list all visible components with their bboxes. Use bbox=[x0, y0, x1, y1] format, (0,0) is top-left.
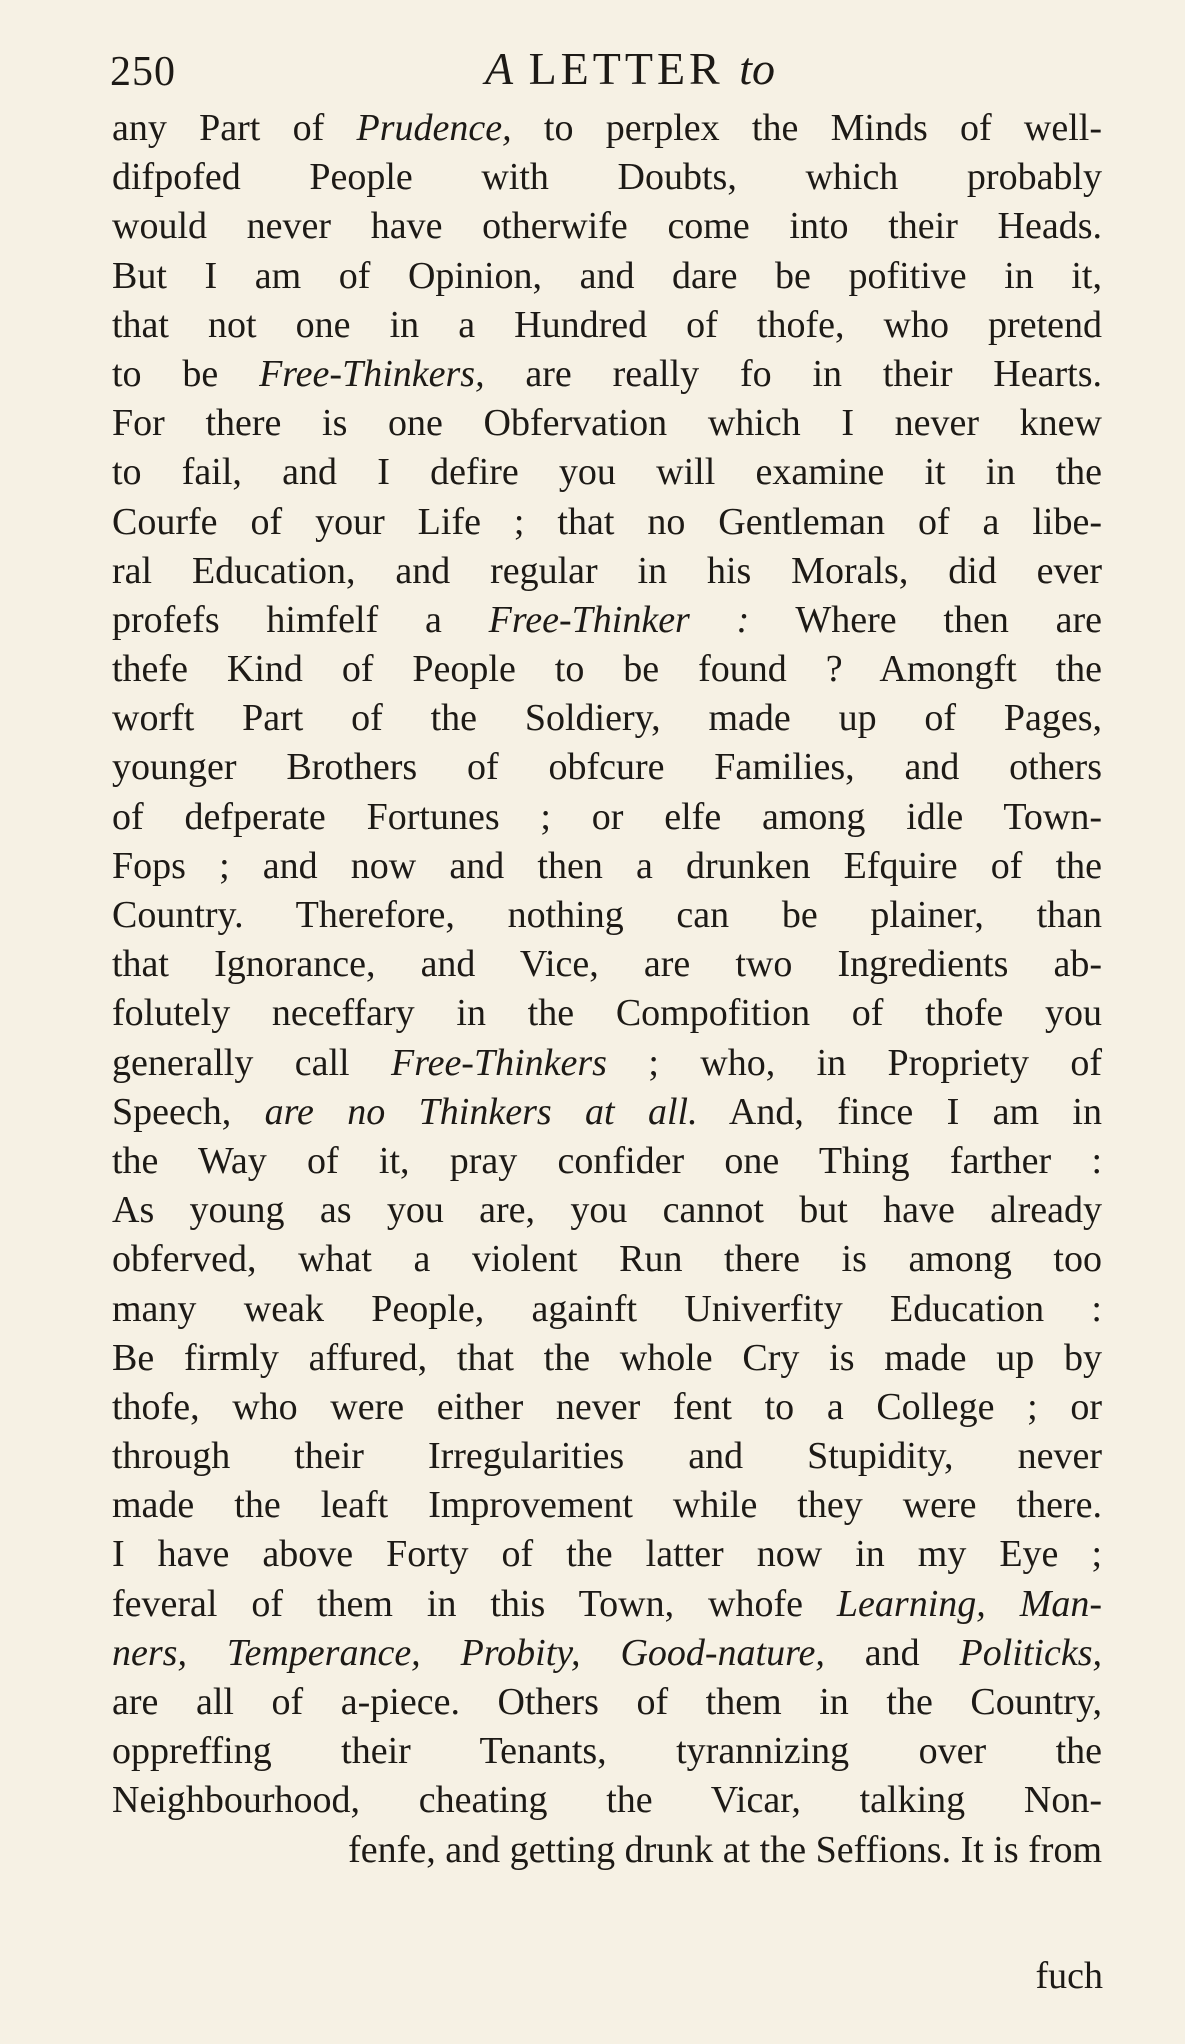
text-segment: younger Brothers of obfcure Families, and others bbox=[112, 746, 1102, 789]
text-line bbox=[112, 1776, 1102, 1825]
text-segment: And, fince I am in bbox=[697, 1090, 1102, 1133]
text-segment: difpofed People with Doubts, which probably bbox=[112, 156, 1102, 199]
text-line bbox=[112, 153, 1102, 202]
text-segment: to perplex the Minds of well- bbox=[511, 107, 1103, 149]
text-segment: worft Part of the Soldiery, made up of Pages, bbox=[112, 697, 1102, 740]
text-segment: thofe, who were either never fent to a College ; or bbox=[112, 1385, 1102, 1428]
running-head-title: LETTER bbox=[528, 43, 724, 94]
text-line bbox=[112, 498, 1102, 547]
text-segment: Fops ; and now and then a drunken Efquire of the bbox=[112, 844, 1102, 887]
text-line bbox=[112, 547, 1102, 596]
text-line bbox=[112, 301, 1102, 350]
text-segment: that Ignorance, and Vice, are two Ingredients ab- bbox=[112, 943, 1102, 986]
text-line bbox=[112, 1088, 1102, 1137]
text-line bbox=[112, 842, 1102, 891]
text-line bbox=[112, 793, 1102, 842]
text-line bbox=[112, 350, 1102, 399]
italic-text: Free-Thinkers bbox=[390, 1041, 607, 1084]
text-line bbox=[112, 1678, 1102, 1727]
text-segment: Courfe of your Life ; that no Gentleman of a libe- bbox=[112, 500, 1102, 543]
text-line bbox=[112, 1727, 1102, 1776]
text-segment: thefe Kind of People to be found ? Amongft the bbox=[112, 648, 1102, 691]
text-line bbox=[112, 1186, 1102, 1235]
text-segment: I have above Forty of the latter now in my Eye ; bbox=[112, 1533, 1102, 1576]
text-segment: Speech, bbox=[112, 1090, 265, 1133]
text-segment: But I am of Opinion, and dare be pofitive in it, bbox=[112, 254, 1102, 297]
text-line bbox=[112, 1826, 1102, 1875]
text-segment: feveral of them in this Town, whofe bbox=[112, 1582, 837, 1625]
text-segment: For there is one Obfervation which I never knew bbox=[112, 402, 1102, 445]
text-segment: folutely neceffary in the Compofition of thofe you bbox=[112, 992, 1102, 1035]
text-line bbox=[112, 1383, 1102, 1432]
italic-text: Free-Thinkers, bbox=[259, 352, 485, 395]
text-line bbox=[112, 1235, 1102, 1284]
text-segment: to fail, and I defire you will examine it in the bbox=[112, 451, 1102, 494]
italic-text: Free-Thinker : bbox=[488, 598, 750, 641]
text-segment: As young as you are, you cannot but have already bbox=[112, 1189, 1102, 1232]
text-line bbox=[112, 1137, 1102, 1186]
text-line bbox=[112, 202, 1102, 251]
italic-text: are no Thinkers at all. bbox=[264, 1090, 698, 1133]
text-segment: Be firmly affured, that the whole Cry is made up by bbox=[112, 1336, 1102, 1379]
text-segment: Country. Therefore, nothing can be plainer, than bbox=[112, 894, 1102, 936]
text-segment: would never have otherwife come into their Heads. bbox=[112, 205, 1102, 248]
text-segment: obferved, what a violent Run there is among too bbox=[112, 1238, 1102, 1281]
text-line bbox=[112, 743, 1102, 792]
text-segment: through their Irregularities and Stupidity, never bbox=[112, 1435, 1102, 1478]
text-line bbox=[112, 694, 1102, 743]
text-line bbox=[112, 399, 1102, 448]
text-line bbox=[112, 1285, 1102, 1334]
text-line bbox=[112, 1334, 1102, 1383]
text-segment: Neighbourhood, cheating the Vicar, talking Non- bbox=[112, 1779, 1102, 1822]
text-line bbox=[112, 940, 1102, 989]
italic-text: Politicks, bbox=[959, 1631, 1102, 1674]
text-segment: oppreffing their Tenants, tyrannizing over the bbox=[112, 1730, 1102, 1773]
text-line bbox=[112, 645, 1102, 694]
text-line bbox=[112, 448, 1102, 497]
text-segment: Where then are bbox=[749, 598, 1102, 641]
page-number: 250 bbox=[110, 49, 176, 95]
text-line bbox=[112, 104, 1102, 153]
text-line bbox=[112, 1580, 1102, 1629]
text-line bbox=[112, 891, 1102, 940]
text-segment: ral Education, and regular in his Morals, did ever bbox=[112, 549, 1102, 592]
text-segment: fenfe, and getting drunk at the Seffions. It is from bbox=[348, 1828, 1102, 1871]
text-segment: made the leaft Improvement while they were there. bbox=[112, 1484, 1102, 1527]
text-segment: the Way of it, pray confider one Thing farther : bbox=[112, 1139, 1102, 1182]
running-head-suffix: to bbox=[739, 43, 776, 94]
text-segment: many weak People, againft Univerfity Education : bbox=[112, 1287, 1102, 1330]
italic-text: ners, Temperance, Probity, Good-nature, bbox=[112, 1631, 825, 1674]
text-segment: profefs himfelf a bbox=[112, 598, 489, 641]
text-line bbox=[112, 596, 1102, 645]
text-segment: are really fo in their Hearts. bbox=[484, 352, 1102, 395]
text-line bbox=[112, 1432, 1102, 1481]
text-line bbox=[112, 989, 1102, 1038]
text-segment: ; who, in Propriety of bbox=[606, 1041, 1103, 1084]
text-line bbox=[112, 252, 1102, 301]
text-segment: any Part of bbox=[112, 107, 357, 149]
body-text bbox=[112, 104, 1102, 1875]
text-line bbox=[112, 1629, 1102, 1678]
text-line bbox=[112, 1039, 1102, 1088]
italic-text: Prudence, bbox=[356, 107, 512, 149]
catchword: fuch bbox=[1035, 1955, 1103, 1997]
text-segment: of defperate Fortunes ; or elfe among idle Town- bbox=[112, 795, 1102, 838]
running-head bbox=[110, 42, 1110, 95]
italic-text: Learning, Man- bbox=[836, 1582, 1102, 1625]
text-segment: that not one in a Hundred of thofe, who pretend bbox=[112, 303, 1102, 346]
text-segment: are all of a-piece. Others of them in the Country, bbox=[112, 1681, 1102, 1723]
text-line bbox=[112, 1481, 1102, 1530]
text-line bbox=[112, 1530, 1102, 1579]
text-segment: generally call bbox=[112, 1041, 391, 1084]
text-segment: and bbox=[824, 1631, 960, 1674]
running-head-prefix: A bbox=[484, 43, 514, 94]
text-segment: to be bbox=[112, 352, 260, 395]
